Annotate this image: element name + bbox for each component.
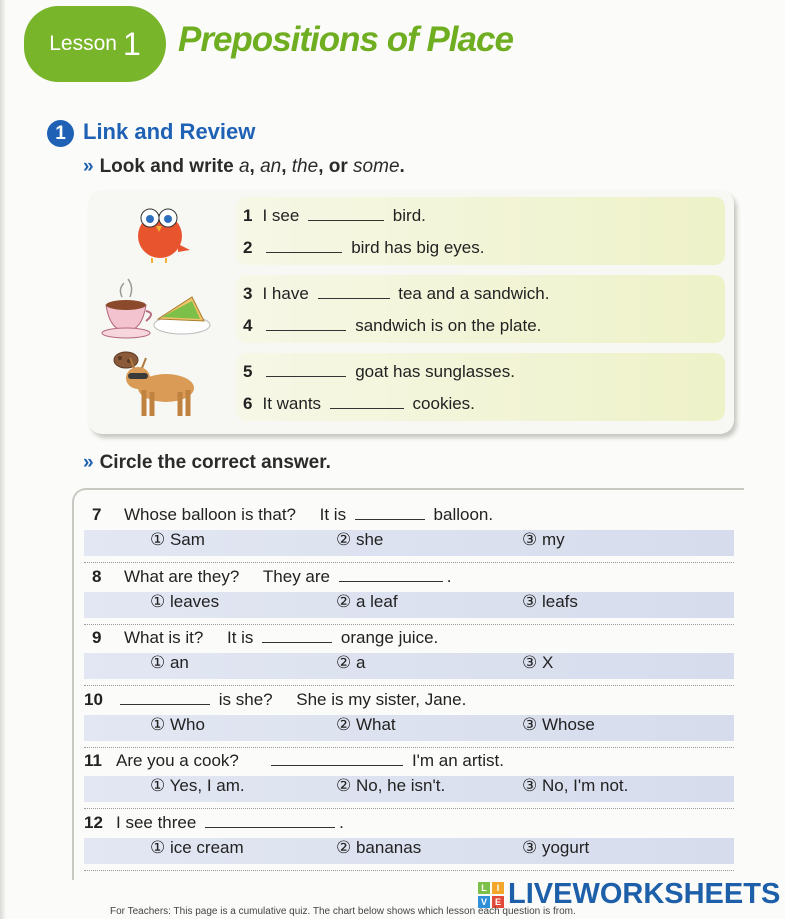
word-or: or — [328, 156, 348, 177]
page-edge-shadow — [0, 0, 6, 919]
question-text: What is it? — [124, 628, 204, 647]
part1-item-4 — [243, 315, 541, 336]
option-3[interactable]: ③ Whose — [522, 715, 595, 734]
item-text-after: tea and a sandwich. — [398, 284, 550, 303]
option-1[interactable]: ① leaves — [150, 592, 220, 611]
question-number: 10 — [84, 690, 103, 709]
option-1[interactable]: ① ice cream — [150, 838, 244, 857]
part1-item-5 — [243, 361, 515, 382]
lesson-badge — [24, 6, 166, 82]
part1-item-1 — [243, 205, 426, 226]
question-text: It is — [319, 505, 347, 524]
item-text-after: bird. — [392, 206, 426, 225]
question-text: I see three — [116, 813, 197, 832]
item-number: 6 — [243, 394, 253, 413]
answer-blank — [339, 566, 443, 582]
option-3[interactable]: ③ No, I'm not. — [522, 776, 629, 795]
answer-blank[interactable] — [318, 283, 390, 299]
divider — [84, 808, 734, 809]
option-1[interactable]: ① an — [150, 653, 189, 672]
option-1[interactable]: ① Sam — [150, 530, 205, 549]
question-text: They are — [262, 567, 330, 586]
item-number: 1 — [243, 206, 253, 225]
item-text-before: It wants — [262, 394, 322, 413]
part2-instruction — [83, 452, 331, 474]
section-number-badge: 1 — [47, 120, 74, 147]
question-text: is she? — [218, 690, 273, 709]
question-text: I'm an artist. — [411, 751, 504, 770]
option-2[interactable]: ② bananas — [336, 838, 422, 857]
answer-blank[interactable] — [308, 205, 384, 221]
question-text: Are you a cook? — [116, 751, 239, 770]
item-text-after: bird has big eyes. — [351, 238, 485, 257]
divider — [84, 624, 734, 625]
part1-instruction: » Look and write a, an, the, or some. — [83, 156, 405, 177]
logo-text: LIVEWORKSHEETS — [508, 878, 781, 910]
question-10 — [84, 689, 466, 710]
option-3[interactable]: ③ yogurt — [522, 838, 590, 857]
answer-blank — [355, 504, 425, 520]
answer-blank[interactable] — [330, 393, 404, 409]
question-text: It is — [226, 628, 254, 647]
word-an: an — [260, 156, 282, 177]
liveworksheets-icon — [478, 882, 504, 908]
answer-blank[interactable] — [266, 361, 346, 377]
option-1[interactable]: ① Who — [150, 715, 205, 734]
question-text: . — [339, 813, 344, 832]
logo-letter: E — [492, 896, 504, 908]
option-2[interactable]: ② she — [336, 530, 384, 549]
goat-illustration — [104, 348, 200, 422]
question-number: 8 — [92, 567, 102, 586]
option-3[interactable]: ③ my — [522, 530, 565, 549]
answer-blank[interactable] — [266, 315, 346, 331]
page-title: Prepositions of Place — [178, 20, 513, 59]
item-text-after: goat has sunglasses. — [355, 362, 515, 381]
tea-sandwich-illustration — [100, 275, 212, 339]
answer-blank — [120, 689, 210, 705]
item-number: 3 — [243, 284, 253, 303]
question-number: 7 — [92, 505, 102, 524]
question-text: What are they? — [124, 567, 240, 586]
chevron-right-icon: » — [83, 452, 94, 473]
question-9 — [92, 627, 438, 648]
option-2[interactable]: ② What — [336, 715, 396, 734]
option-2[interactable]: ② a leaf — [336, 592, 398, 611]
word-some: some — [353, 156, 400, 177]
word-a: a — [238, 156, 250, 177]
divider — [84, 747, 734, 748]
question-number: 12 — [84, 813, 103, 832]
divider — [84, 870, 734, 871]
item-text-after: cookies. — [412, 394, 475, 413]
question-text: . — [446, 567, 452, 586]
divider — [84, 562, 734, 563]
teacher-note: For Teachers: This page is a cumulative quiz. The chart below shows which lesson each question is from. — [110, 906, 576, 917]
option-2[interactable]: ② No, he isn't. — [336, 776, 446, 795]
word-the: the — [291, 156, 319, 177]
bird-illustration — [130, 200, 192, 264]
logo-letter: V — [478, 896, 490, 908]
section-title: Link and Review — [83, 119, 256, 144]
instruction-text: Circle the correct answer. — [99, 452, 331, 473]
logo-letter: I — [492, 882, 504, 894]
question-number: 11 — [84, 751, 102, 770]
question-text: Whose balloon is that? — [124, 505, 296, 524]
answer-blank — [271, 750, 403, 766]
option-3[interactable]: ③ X — [522, 653, 554, 672]
item-text-before: I have — [262, 284, 309, 303]
part1-item-6 — [243, 393, 475, 414]
answer-blank — [205, 812, 335, 828]
instruction-text: Look and write — [99, 156, 234, 177]
item-number: 2 — [243, 238, 253, 257]
option-3[interactable]: ③ leafs — [522, 592, 578, 611]
question-7 — [92, 504, 493, 525]
answer-blank[interactable] — [266, 237, 342, 253]
item-number: 4 — [243, 316, 253, 335]
option-1[interactable]: ① Yes, I am. — [150, 776, 245, 795]
answer-blank — [262, 627, 332, 643]
part1-item-3 — [243, 283, 549, 304]
lesson-number: 1 — [122, 25, 141, 62]
question-text: She is my sister, Jane. — [296, 690, 467, 709]
part1-item-2 — [243, 237, 484, 258]
question-12 — [84, 812, 344, 833]
question-number: 9 — [92, 628, 102, 647]
question-11 — [84, 750, 504, 771]
question-text: balloon. — [433, 505, 494, 524]
option-2[interactable]: ② a — [336, 653, 366, 672]
item-number: 5 — [243, 362, 253, 381]
logo-letter: L — [478, 882, 490, 894]
divider — [84, 685, 734, 686]
chevron-right-icon: » — [83, 156, 94, 177]
lesson-word: Lesson — [49, 32, 117, 55]
item-text-before: I see — [262, 206, 300, 225]
question-text: orange juice. — [340, 628, 439, 647]
question-8 — [92, 566, 451, 587]
item-text-after: sandwich is on the plate. — [355, 316, 542, 335]
